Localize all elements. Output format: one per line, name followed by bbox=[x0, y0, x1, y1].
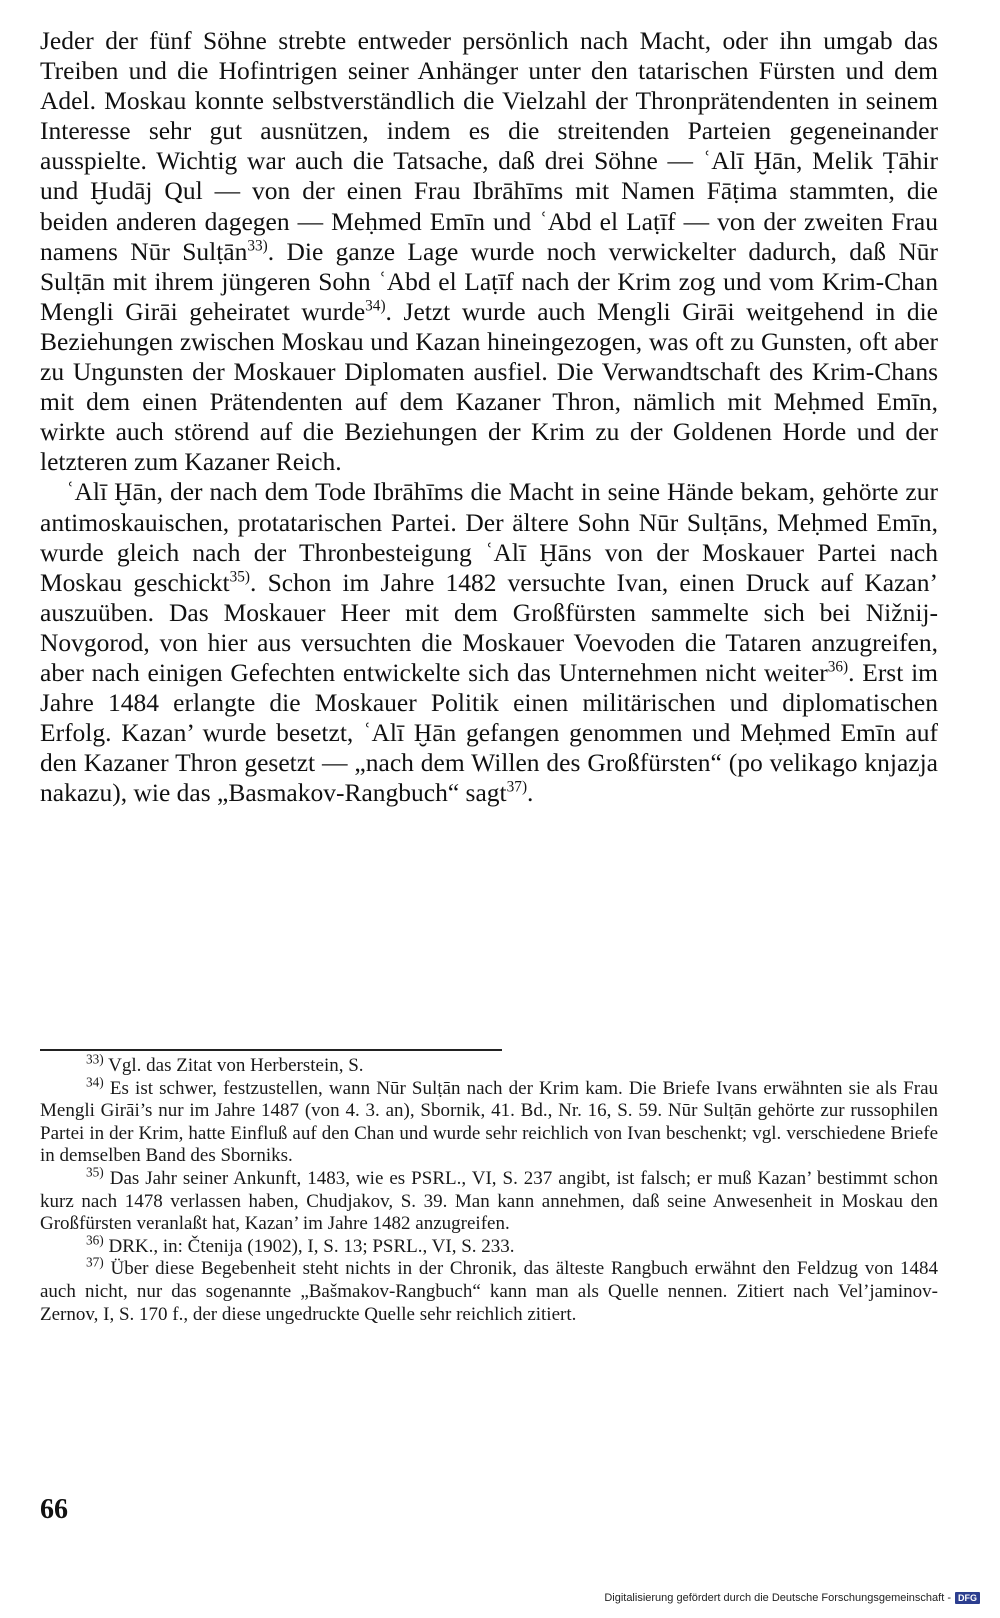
footnote-ref-34: 34) bbox=[365, 297, 386, 315]
footnote-text: Über diese Begebenheit steht nichts in der Chronik, das älteste Rangbuch erwähnt den Feldzug von 1484 auch nicht, nur das sogenannte „Bašmakov-Rangbuch“ kann man als Quelle nennen. Zitiert nach Vel’jaminov-Zernov, I, S. 170 f., der diese ungedruckte Quelle sehr reichlich zitiert. bbox=[40, 1258, 938, 1325]
paragraph-2-part-4: . bbox=[527, 778, 534, 808]
paragraph-1-part-1: Jeder der fünf Söhne strebte entweder persönlich nach Macht, oder ihn umgab das Treiben und die Hofintrigen seiner Anhänger unter den tatarischen Fürsten und dem Adel. Moskau konnte selbstverständlich die Vielzahl der Thronprätendenten in seinem Interesse sehr gut ausnützen, indem es die streitenden Parteien gegeneinander ausspielte. Wichtig war auch die Tatsache, daß drei Söhne — ʿAlī Ḫān, Melik Ṭāhir und Ḫudāj Qul — von der einen Frau Ibrāhīms mit Namen Fāṭima stammten, die beiden anderen dagegen — Meḥmed Emīn und ʿAbd el Laṭīf — von der zweiten Frau namens Nūr Sulṭān bbox=[40, 26, 938, 266]
footnote-text: Das Jahr seiner Ankunft, 1483, wie es PSRL., VI, S. 237 angibt, ist falsch; er muß Kazan’ bestimmt schon kurz nach 1478 verlassen haben, Chudjakov, S. 39. Man kann annehmen, daß seine Anwesenheit in Moskau den Großfürsten veranlaßt hat, Kazan’ im Jahre 1482 anzugreifen. bbox=[40, 1167, 939, 1235]
footnote-ref-33: 33) bbox=[247, 237, 268, 255]
footnote-number: 36) bbox=[86, 1232, 104, 1248]
page-body bbox=[40, 26, 938, 808]
footnote-number: 37) bbox=[86, 1255, 104, 1271]
footnotes bbox=[40, 1051, 939, 1326]
footnote-ref-35: 35) bbox=[229, 568, 251, 586]
digitization-note bbox=[604, 1592, 980, 1604]
page-number: 66 bbox=[40, 1494, 68, 1525]
footnote-ref-37: 37) bbox=[506, 778, 528, 796]
footnote-number: 35) bbox=[86, 1164, 104, 1180]
paragraph-1 bbox=[40, 26, 938, 477]
footnote-37 bbox=[40, 1255, 938, 1326]
paragraph-2-part-1: ʿAlī Ḫān, der nach dem Tode Ibrāhīms die Macht in seine Hände bekam, gehörte zur antimoskauischen, protatarischen Partei. Der ältere Sohn Nūr Sulṭāns, Meḥmed Emīn, wurde gleich nach der Thronbesteigung ʿAlī Ḫāns von der Moskauer Partei nach Moskau geschickt bbox=[40, 477, 938, 597]
footnote-number: 33) bbox=[86, 1051, 104, 1067]
paragraph-1-part-3: . Jetzt wurde auch Mengli Girāi weitgehend in die Beziehungen zwischen Moskau und Kazan hineingezogen, was oft zu Gunsten, oft aber zu Ungunsten der Moskauer Diplomaten ausfiel. Die Verwandtschaft des Krim-Chans mit dem einen Prätendenten auf dem Kazaner Thron, nämlich mit Meḥmed Emīn, wirkte auch störend auf die Beziehungen der Krim zu der Goldenen Horde und der letzteren zum Kazaner Reich. bbox=[40, 296, 938, 477]
digitization-text: Digitalisierung gefördert durch die Deutsche Forschungsgemeinschaft - bbox=[604, 1592, 951, 1604]
dfg-logo-icon: DFG bbox=[955, 1592, 980, 1604]
paragraph-1-part-2: . Die ganze Lage wurde noch verwickelter dadurch, daß Nūr Sulṭān mit ihrem jüngeren Sohn ʿAbd el Laṭīf nach der Krim zog und vom Krim-Chan Mengli Girāi geheiratet wurde bbox=[40, 236, 938, 326]
footnote-36 bbox=[40, 1232, 938, 1259]
footnote-35 bbox=[40, 1164, 939, 1236]
footnote-ref-36: 36) bbox=[827, 658, 849, 676]
footnote-text: Es ist schwer, festzustellen, wann Nūr Sulṭān nach der Krim kam. Die Briefe Ivans erwähnten sie als Frau Mengli Girāi’s nur im Jahre 1487 (von 4. 3. an), Sbornik, 41. Bd., Nr. 16, S. 59. Nūr Sulṭān gehörte zur russophilen Partei in der Krim, hatte Einfluß auf den Chan und wurde sehr reichlich von Ivan beschenkt; vgl. verschiedene Briefe in demselben Band des Sborniks. bbox=[40, 1077, 938, 1167]
footnote-34 bbox=[40, 1074, 938, 1168]
footnote-number: 34) bbox=[86, 1074, 104, 1090]
footnote-divider bbox=[40, 1049, 502, 1051]
paragraph-2-part-2: . Schon im Jahre 1482 versuchte Ivan, einen Druck auf Kazan’ auszuüben. Das Moskauer Heer mit dem Großfürsten sammelte sich bei Nižnij-Novgorod, von hier aus versuchten die Moskauer Voevoden die Tataren anzugreifen, aber nach einigen Gefechten entwickelte sich das Unternehmen nicht weiter bbox=[40, 567, 938, 687]
footnote-text: Vgl. das Zitat von Herberstein, S. bbox=[108, 1055, 364, 1076]
footnote-33 bbox=[40, 1051, 938, 1078]
paragraph-2-part-3: . Erst im Jahre 1484 erlangte die Moskauer Politik einen militärischen und diplomatischen Erfolg. Kazan’ wurde besetzt, ʿAlī Ḫān gefangen genommen und Meḥmed Emīn auf den Kazaner Thron gesetzt — „nach dem Willen des Großfürsten“ (po velikago knjazja nakazu), wie das „Basmakov-Rangbuch“ sagt bbox=[40, 657, 938, 808]
footnote-text: DRK., in: Čtenija (1902), I, S. 13; PSRL., VI, S. 233. bbox=[108, 1235, 515, 1257]
paragraph-2 bbox=[40, 477, 938, 808]
main-text bbox=[40, 26, 938, 808]
